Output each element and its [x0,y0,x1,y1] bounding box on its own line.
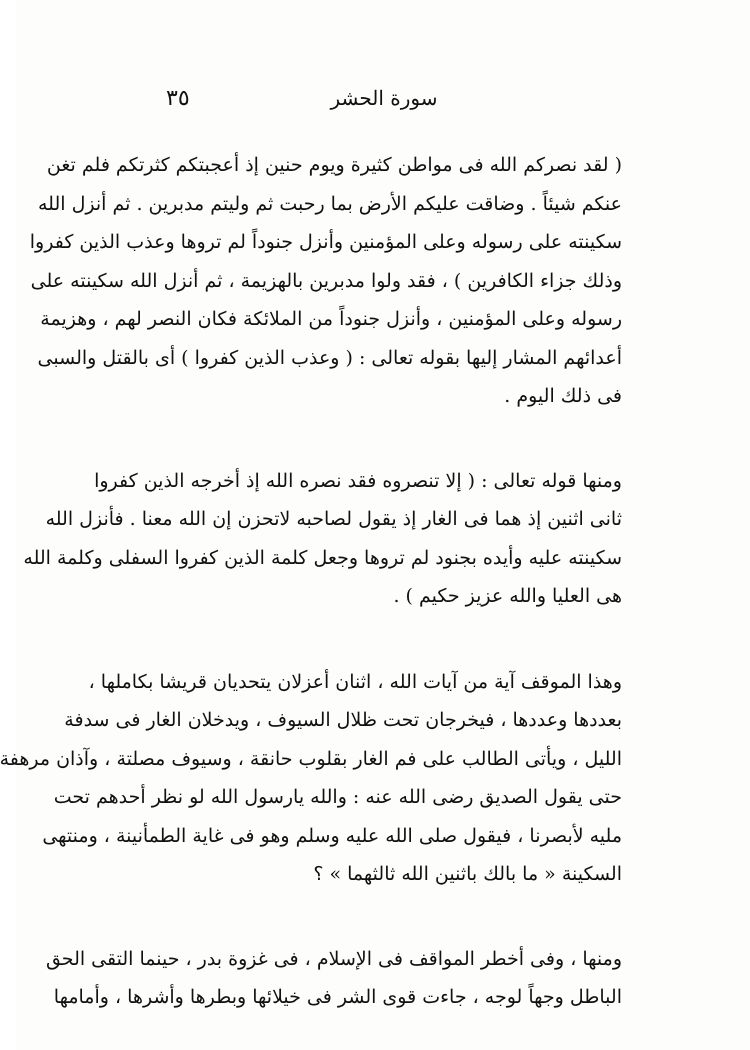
text-line: ومنها قوله تعالى : ( إلا تنصروه فقد نصره الله إذ أخرجه الذين كفروا [94,469,622,492]
paragraph-spacer [144,616,622,663]
text-line: سكينته عليه وأيده بجنود لم تروها وجعل كلمة الذين كفروا السفلى وكلمة الله [23,546,622,569]
text-line: السكينة « ما بالك باثنين الله ثالثهما » ؟ [313,863,622,885]
paragraph-hunayn [29,146,622,416]
text-line: رسوله وعلى المؤمنين ، وأنزل جنوداً من الملائكة فكان النصر لهم ، وهزيمة [40,308,622,330]
text-line: بعددها وعددها ، فيخرجان تحت ظلال السيوف ، ويدخلان الغار فى سدفة [64,709,622,731]
paragraph-badr [45,940,622,1017]
paragraph-spacer [144,416,622,462]
text-line: أعدائهم المشار إليها بقوله تعالى : ( وعذب الذين كفروا ) أى بالقتل والسبى [37,346,622,369]
text-line: ( لقد نصركم الله فى مواطن كثيرة ويوم حنين إذ أعجبتكم كثرتكم فلم تغن [46,154,622,176]
running-title: سورة الحشر [330,86,438,110]
paragraph-spacer [144,894,622,940]
text-line: وهذا الموقف آية من آيات الله ، اثنان أعزلان يتحديان قريشا بكاملها ، [88,670,622,693]
text-line: الليل ، ويأتى الطالب على فم الغار بقلوب حانقة ، وسيوف مصلتة ، وآذان مرهفة [0,747,622,770]
text-line: هى العليا والله عزيز حكيم ) . [393,585,622,607]
text-line: ومنها ، وفى أخطر المواقف فى الإسلام ، فى غزوة بدر ، حينما التقى الحق [45,947,622,970]
text-line: وذلك جزاء الكافرين ) ، فقد ولوا مدبرين بالهزيمة ، ثم أنزل الله سكينته على [30,269,622,292]
text-line: حتى يقول الصديق رضى الله عنه : والله يارسول الله لو نظر أحدهم تحت [53,786,622,808]
text-line: ثانى اثنين إذ هما فى الغار إذ يقول لصاحبه لاتحزن إن الله معنا . فأنزل الله [45,508,622,530]
page-header [146,86,622,120]
text-line: الباطل وجهاً لوجه ، جاءت قوى الشر فى خيلائها وبطرها وأشرها ، وأمامها [53,986,622,1008]
paragraph-cave [23,462,622,616]
body-text [0,146,622,1017]
paragraph-two-companions [0,663,622,894]
text-line: سكينته على رسوله وعلى المؤمنين وأنزل جنوداً لم تروها وعذب الذين كفروا [29,231,622,253]
page-number: ٣٥ [166,86,190,111]
text-line: عنكم شيئاً . وضاقت عليكم الأرض بما رحبت ثم وليتم مدبرين . ثم أنزل الله [38,192,622,215]
text-line: مليه لأبصرنا ، فيقول صلى الله عليه وسلم وهو فى غاية الطمأنينة ، ومنتهى [42,824,622,847]
text-line: فى ذلك اليوم . [504,385,622,407]
